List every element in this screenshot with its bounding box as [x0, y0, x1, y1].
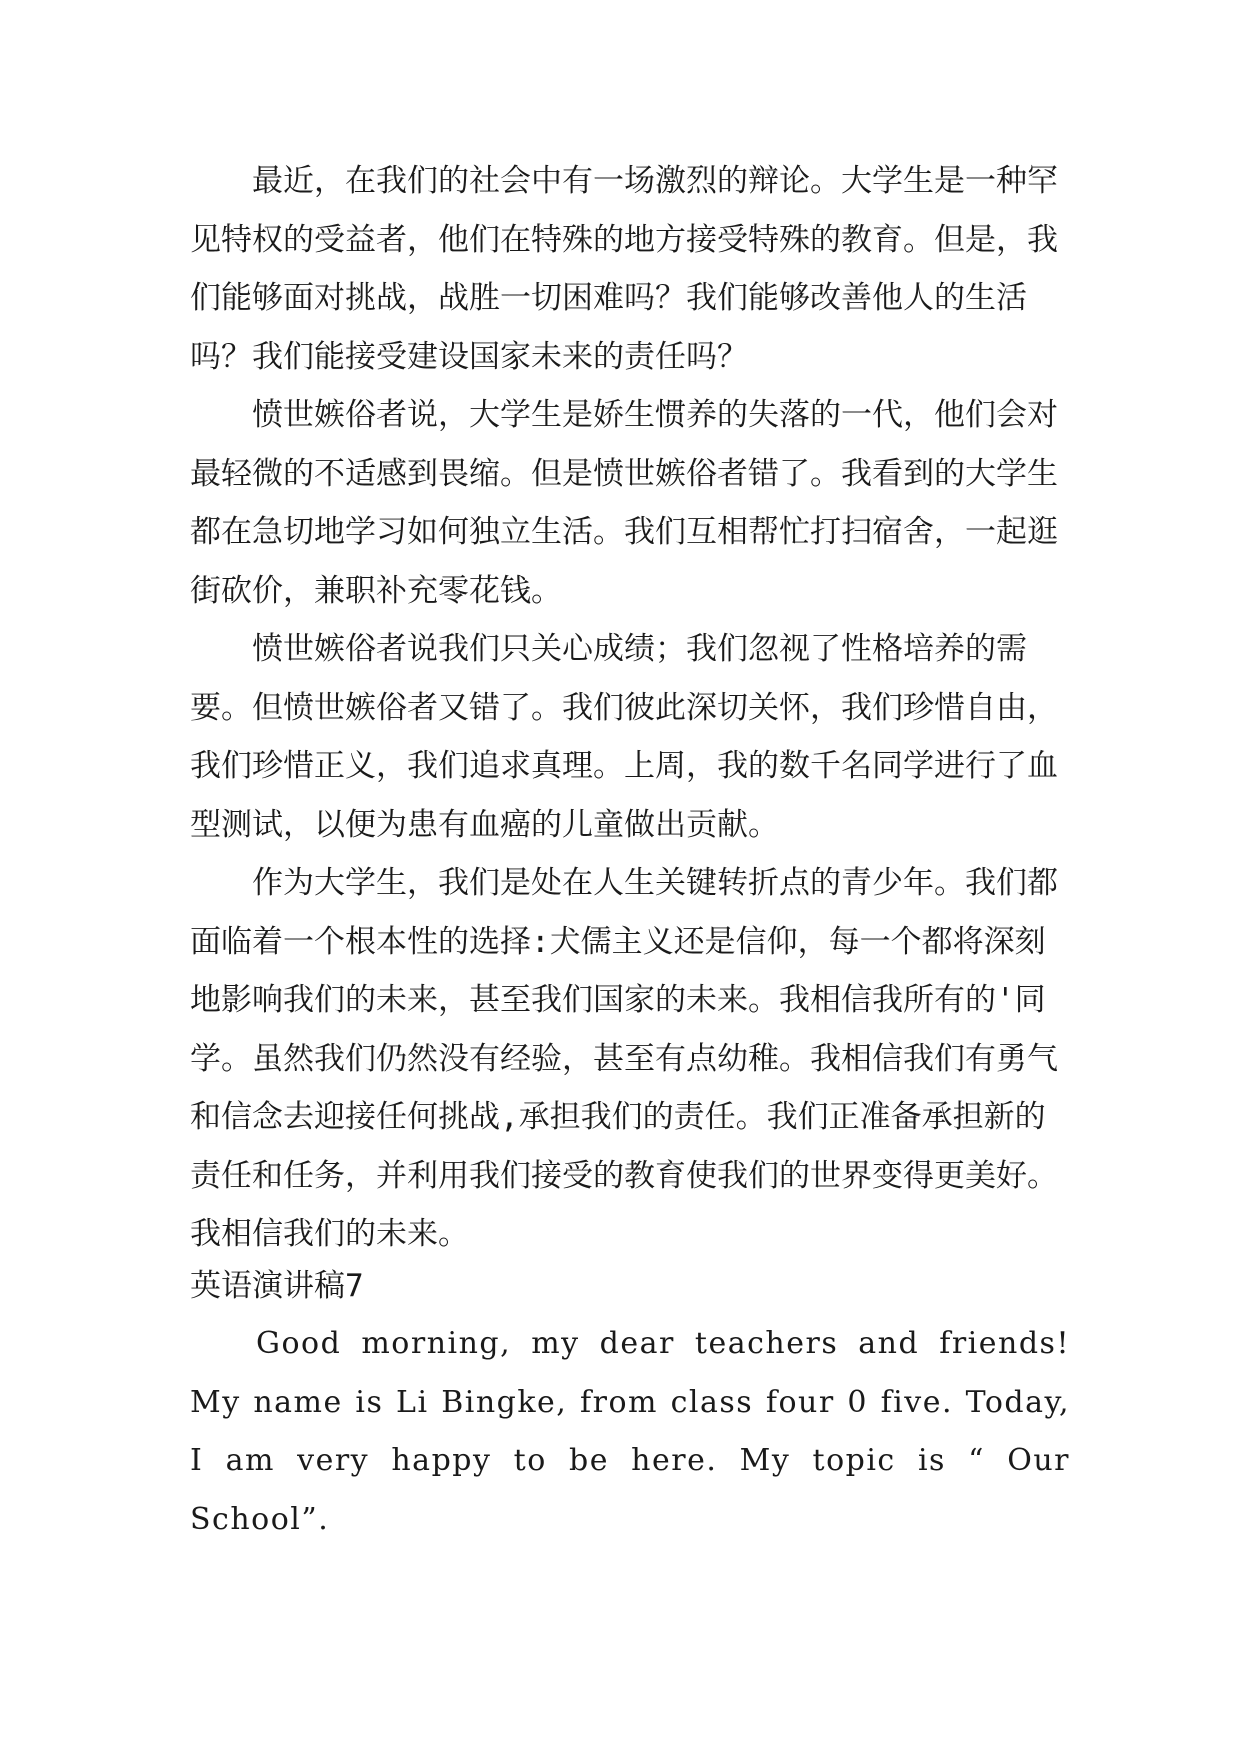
paragraph-1: 最近，在我们的社会中有一场激烈的辩论。大学生是一种罕见特权的受益者，他们在特殊的地方接受特殊的教育。但是，我们能够面对挑战，战胜一切困难吗？我们能够改善他人的生活吗？我们能接受建设国家未来的责任吗？: [190, 163, 1058, 375]
section-heading: 英语演讲稿7: [190, 1268, 364, 1304]
paragraph-2: 愤世嫉俗者说，大学生是娇生惯养的失落的一代，他们会对最轻微的不适感到畏缩。但是愤世嫉俗者错了。我看到的大学生都在急切地学习如何独立生活。我们互相帮忙打扫宿舍，一起逛街砍价，兼职补充零花钱。: [190, 397, 1058, 609]
english-body: [190, 1315, 1070, 1549]
chinese-body: [190, 152, 1070, 1264]
paragraph-3: 愤世嫉俗者说我们只关心成绩；我们忽视了性格培养的需要。但愤世嫉俗者又错了。我们彼此深切关怀，我们珍惜自由，我们珍惜正义，我们追求真理。上周，我的数千名同学进行了血型测试，以便为患有血癌的儿童做出贡献。: [190, 631, 1058, 843]
paragraph-4: 作为大学生，我们是处在人生关键转折点的青少年。我们都面临着一个根本性的选择:犬儒主义还是信仰，每一个都将深刻地影响我们的未来，甚至我们国家的未来。我相信我所有的'同学。虽然我们仍然没有经验，甚至有点幼稚。我相信我们有勇气和信念去迎接任何挑战,承担我们的责任。我们正准备承担新的责任和任务，并利用我们接受的教育使我们的世界变得更美好。我相信我们的未来。: [190, 865, 1058, 1252]
english-paragraph: Good morning, my dear teachers and friends! My name is Li Bingke, from class four 0 five. Today, I am very happy to be here. My topic is “ Our School”.: [190, 1326, 1070, 1537]
